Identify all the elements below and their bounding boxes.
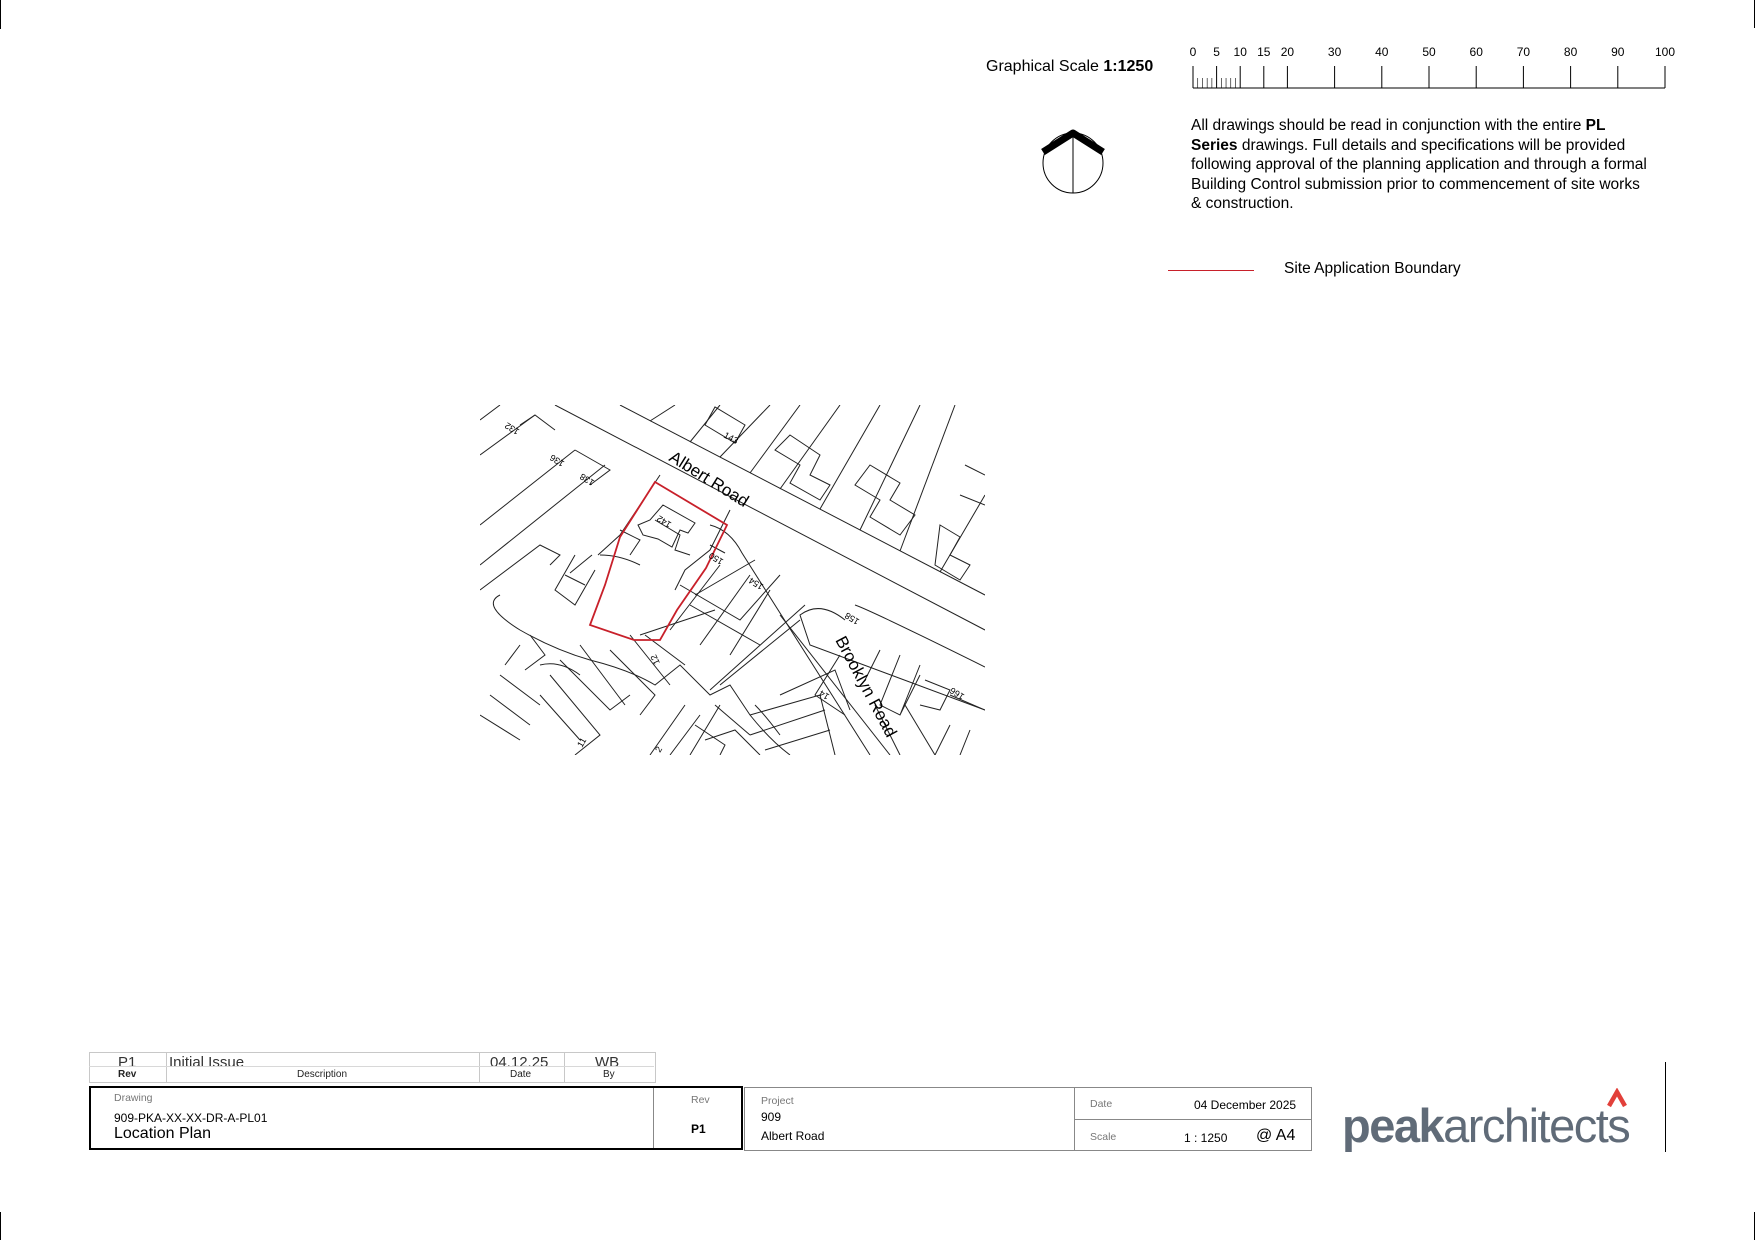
house-number: 136 <box>548 452 567 469</box>
north-arrow-icon <box>1038 126 1108 196</box>
by-header: By <box>603 1069 615 1080</box>
crop-mark-top-left <box>0 0 1 29</box>
scale-tick-label: 90 <box>1611 45 1625 59</box>
project-number: 909 <box>761 1110 782 1124</box>
scale-value: 1 : 1250 <box>1184 1131 1228 1145</box>
graphical-scale-label <box>986 58 1153 76</box>
project-name: Albert Road <box>761 1129 825 1143</box>
notes-text-1: All drawings should be read in conjunction with the entire <box>1191 117 1586 134</box>
title-block-right-rule <box>1665 1062 1666 1152</box>
revision-by: WB <box>595 1054 620 1071</box>
road-label-brooklyn: Brooklyn Road <box>831 632 901 741</box>
logo-bold-text: peak <box>1342 1099 1444 1152</box>
title-block-divider <box>653 1088 654 1148</box>
rev-header: Rev <box>118 1069 137 1080</box>
by-column <box>565 1053 654 1082</box>
rev-label: Rev <box>691 1094 710 1106</box>
scale-tick-label: 0 <box>1189 45 1197 59</box>
scale-tick-label: 20 <box>1280 45 1295 59</box>
house-number: 142 <box>655 513 674 530</box>
notes-text-bold: PL Series <box>1191 117 1606 154</box>
revision-table <box>89 1052 656 1083</box>
notes-text-2: drawings. Full details and specifications will be provided following approval of the planning application and through a formal Building Control submission prior to commencement of site works & construction. <box>1191 136 1647 212</box>
revision-table-divider <box>89 1066 654 1067</box>
rev-column <box>90 1053 167 1082</box>
crop-mark-bottom-left <box>0 1212 1 1240</box>
revision-description: Initial Issue <box>169 1054 245 1071</box>
scale-tick-label: 50 <box>1422 45 1436 59</box>
description-column <box>167 1053 480 1082</box>
title-block-divider <box>1074 1119 1312 1120</box>
drawing-title: Location Plan <box>114 1125 211 1142</box>
legend-boundary-label: Site Application Boundary <box>1284 260 1461 277</box>
logo-accent-icon <box>1605 1088 1629 1110</box>
scale-label-ratio: 1:1250 <box>1103 58 1154 75</box>
location-map <box>480 405 985 755</box>
drawing-label: Drawing <box>114 1092 153 1104</box>
date-header: Date <box>510 1069 532 1080</box>
house-number: 11 <box>575 735 589 749</box>
revision-date: 04.12.25 <box>490 1054 549 1071</box>
house-number: 138 <box>578 471 597 488</box>
drawing-number: 909-PKA-XX-XX-DR-A-PL01 <box>114 1111 268 1125</box>
legend-boundary-line <box>1168 270 1254 271</box>
house-number: 14 <box>817 687 832 702</box>
company-logo <box>1342 1098 1629 1153</box>
scale-tick-label: 30 <box>1327 45 1342 59</box>
road-label-albert: Albert Road <box>665 447 753 511</box>
house-number: 166 <box>948 685 967 702</box>
house-number: 154 <box>747 575 766 592</box>
description-header: Description <box>297 1069 348 1080</box>
house-number: 150 <box>707 550 726 567</box>
scale-tick-label: 70 <box>1516 45 1531 59</box>
project-label: Project <box>761 1095 794 1107</box>
scale-label-prefix: Graphical Scale <box>986 58 1099 75</box>
scale-tick-label: 80 <box>1563 45 1578 59</box>
paper-size: @ A4 <box>1256 1127 1296 1144</box>
house-number: 2 <box>653 744 665 754</box>
scale-tick-label: 60 <box>1469 45 1483 59</box>
scale-bar <box>1185 44 1675 94</box>
scale-tick-label: 15 <box>1257 45 1271 59</box>
logo-light-text: architects <box>1443 1099 1630 1152</box>
scale-tick-label: 40 <box>1375 45 1389 59</box>
scale-tick-label: 5 <box>1213 45 1220 59</box>
date-column <box>480 1053 565 1082</box>
date-value: 04 December 2025 <box>1194 1098 1297 1112</box>
house-number: 143 <box>722 429 741 446</box>
house-number: 158 <box>843 610 862 627</box>
rev-value: P1 <box>691 1122 706 1136</box>
scale-tick-label: 100 <box>1654 45 1675 59</box>
site-boundary <box>590 482 727 640</box>
date-label: Date <box>1090 1098 1113 1110</box>
scale-tick-label: 10 <box>1233 45 1247 59</box>
drawing-notes <box>1191 116 1651 214</box>
house-number: 132 <box>503 420 522 437</box>
house-number: 12 <box>648 653 662 667</box>
revision-rev: P1 <box>118 1054 137 1071</box>
scale-label: Scale <box>1090 1131 1117 1143</box>
